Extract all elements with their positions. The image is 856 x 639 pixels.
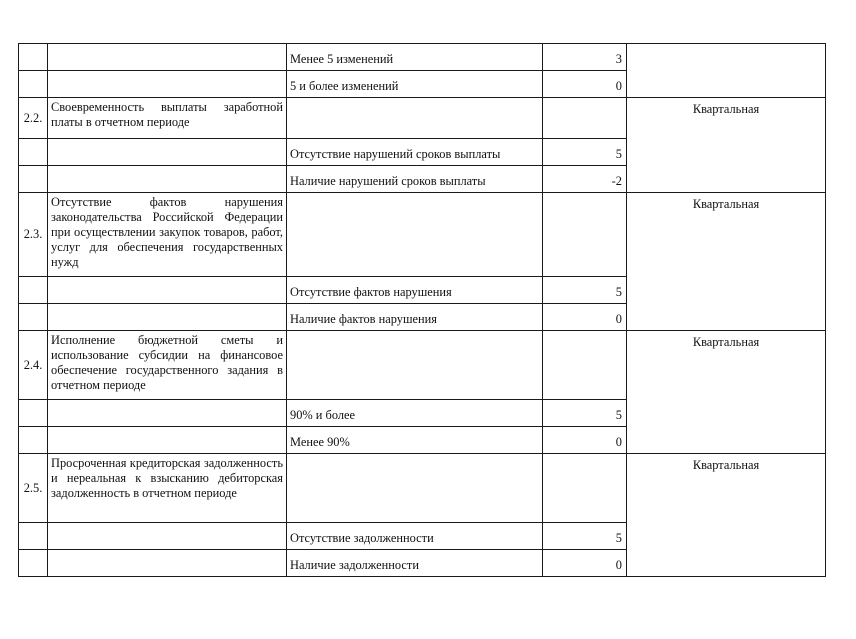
condition-cell: Отсутствие фактов нарушения [287,277,543,304]
row-number-cell: 2.3. [19,193,48,277]
indicator-name-cell [48,523,287,550]
points-cell: 0 [543,550,627,577]
condition-cell [287,193,543,277]
condition-cell: Отсутствие задолженности [287,523,543,550]
condition-cell: Наличие задолженности [287,550,543,577]
points-cell: 0 [543,427,627,454]
points-cell: 5 [543,400,627,427]
row-number-cell [19,139,48,166]
table-row [19,98,826,139]
row-number-cell [19,550,48,577]
row-number-cell [19,400,48,427]
points-cell: -2 [543,166,627,193]
condition-cell: Менее 5 изменений [287,44,543,71]
indicator-name-cell [48,427,287,454]
points-cell: 0 [543,304,627,331]
row-number-cell [19,304,48,331]
points-cell: 0 [543,71,627,98]
condition-cell [287,98,543,139]
indicator-name-cell [48,166,287,193]
row-number-cell [19,166,48,193]
periodicity-cell: Квартальная [627,193,826,331]
indicator-name-cell [48,400,287,427]
periodicity-cell: Квартальная [627,454,826,577]
criteria-table [18,43,826,577]
indicator-name-cell [48,304,287,331]
points-cell: 5 [543,523,627,550]
indicator-name-cell: Своевременность выплаты заработной платы в отчетном периоде [48,98,287,139]
indicator-name-cell: Исполнение бюджетной сметы и использование субсидии на финансовое обеспечение государственного задания в отчетном периоде [48,331,287,400]
table-row [19,44,826,71]
row-number-cell [19,523,48,550]
table-row [19,193,826,277]
indicator-name-cell: Просроченная кредиторская задолженность и нереальная к взысканию дебиторская задолженность в отчетном периоде [48,454,287,523]
indicator-name-cell [48,277,287,304]
points-cell [543,98,627,139]
indicator-name-cell [48,44,287,71]
row-number-cell [19,277,48,304]
table-row [19,331,826,400]
periodicity-cell [627,44,826,98]
periodicity-cell: Квартальная [627,98,826,193]
row-number-cell [19,427,48,454]
points-cell [543,193,627,277]
condition-cell [287,331,543,400]
row-number-cell: 2.4. [19,331,48,400]
row-number-cell: 2.5. [19,454,48,523]
condition-cell: Наличие нарушений сроков выплаты [287,166,543,193]
points-cell: 5 [543,139,627,166]
indicator-name-cell [48,550,287,577]
indicator-name-cell [48,139,287,166]
points-cell: 3 [543,44,627,71]
points-cell [543,331,627,400]
row-number-cell: 2.2. [19,98,48,139]
condition-cell: Отсутствие нарушений сроков выплаты [287,139,543,166]
points-cell: 5 [543,277,627,304]
periodicity-cell: Квартальная [627,331,826,454]
points-cell [543,454,627,523]
indicator-name-cell: Отсутствие фактов нарушения законодательства Российской Федерации при осуществлении закупок товаров, работ, услуг для обеспечения государственных нужд [48,193,287,277]
condition-cell: 5 и более изменений [287,71,543,98]
condition-cell: Наличие фактов нарушения [287,304,543,331]
condition-cell [287,454,543,523]
row-number-cell [19,71,48,98]
table-row [19,454,826,523]
row-number-cell [19,44,48,71]
condition-cell: Менее 90% [287,427,543,454]
indicator-name-cell [48,71,287,98]
condition-cell: 90% и более [287,400,543,427]
